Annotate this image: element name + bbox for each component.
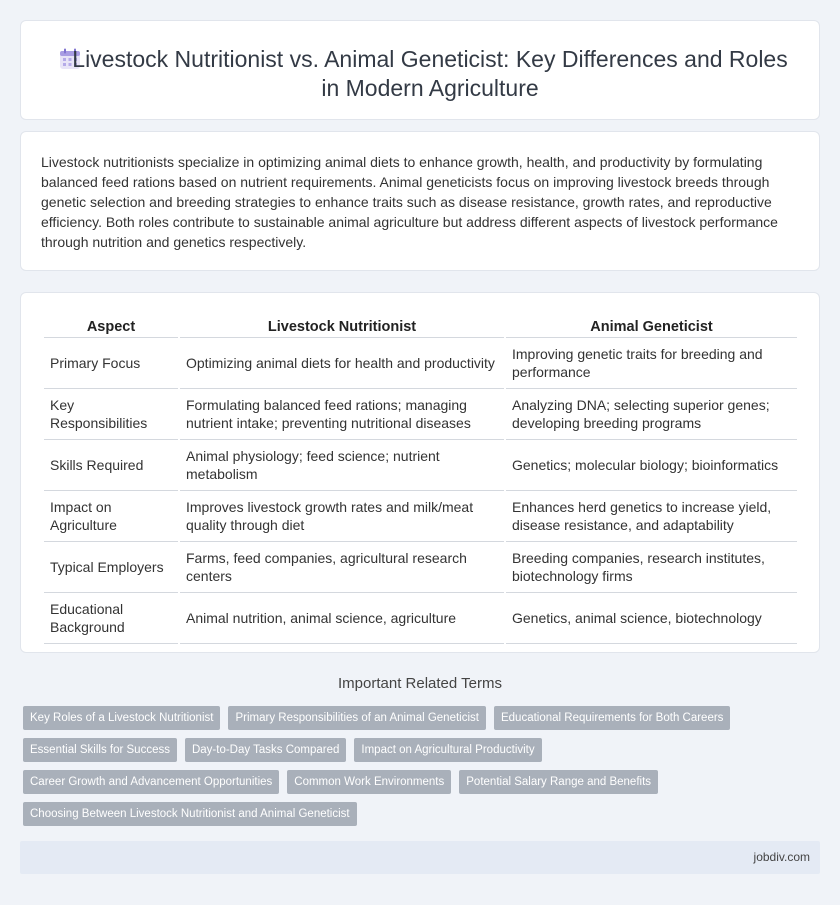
row-geneticist: Genetics; molecular biology; bioinformatics: [506, 440, 797, 491]
row-geneticist: Enhances herd genetics to increase yield, disease resistance, and adaptability: [506, 491, 797, 542]
page-title: Livestock Nutritionist vs. Animal Geneticist: Key Differences and Roles in Modern Agriculture: [72, 46, 788, 101]
comparison-table-card: [20, 292, 820, 653]
intro-paragraph: Livestock nutritionists specialize in optimizing animal diets to enhance growth, health, and productivity by formulating balanced feed rations based on nutrient requirements. Animal geneticists focus on improving livestock breeds through genetic selection and breeding strategies to enhance traits such as disease resistance, growth rates, and reproductive efficiency. Both roles contribute to sustainable animal agriculture but address different aspects of livestock performance through nutrition and genetics respectively.: [41, 154, 778, 250]
related-term-tag[interactable]: Career Growth and Advancement Opportunities: [23, 770, 279, 794]
related-term-tag[interactable]: Educational Requirements for Both Careers: [494, 706, 730, 730]
row-aspect: Key Responsibilities: [44, 389, 178, 440]
related-term-tag[interactable]: Key Roles of a Livestock Nutritionist: [23, 706, 220, 730]
row-geneticist: Improving genetic traits for breeding and performance: [506, 338, 797, 389]
row-nutritionist: Farms, feed companies, agricultural research centers: [180, 542, 504, 593]
row-aspect: Skills Required: [44, 440, 178, 491]
header-aspect: Aspect: [44, 316, 178, 338]
title-card: [20, 20, 820, 120]
related-term-tag[interactable]: Choosing Between Livestock Nutritionist and Animal Geneticist: [23, 802, 357, 826]
comparison-table: [42, 316, 799, 644]
footer: [20, 841, 820, 874]
related-term-tag[interactable]: Essential Skills for Success: [23, 738, 177, 762]
table-row: [44, 593, 797, 644]
related-term-tag[interactable]: Primary Responsibilities of an Animal Geneticist: [228, 706, 486, 730]
row-aspect: Primary Focus: [44, 338, 178, 389]
related-term-tag[interactable]: Common Work Environments: [287, 770, 451, 794]
row-aspect: Educational Background: [44, 593, 178, 644]
table-row: [44, 389, 797, 440]
footer-site-link[interactable]: jobdiv.com: [753, 850, 810, 864]
table-row: [44, 440, 797, 491]
row-geneticist: Analyzing DNA; selecting superior genes; developing breeding programs: [506, 389, 797, 440]
row-nutritionist: Formulating balanced feed rations; managing nutrient intake; preventing nutritional diseases: [180, 389, 504, 440]
row-aspect: Typical Employers: [44, 542, 178, 593]
related-terms-title: Important Related Terms: [338, 675, 502, 692]
row-nutritionist: Animal physiology; feed science; nutrient metabolism: [180, 440, 504, 491]
row-nutritionist: Improves livestock growth rates and milk/meat quality through diet: [180, 491, 504, 542]
header-livestock-nutritionist: Livestock Nutritionist: [180, 316, 504, 338]
related-term-tag[interactable]: Day-to-Day Tasks Compared: [185, 738, 346, 762]
related-terms-list: [23, 706, 803, 826]
row-aspect: Impact on Agriculture: [44, 491, 178, 542]
row-nutritionist: Optimizing animal diets for health and productivity: [180, 338, 504, 389]
table-row: [44, 491, 797, 542]
row-geneticist: Breeding companies, research institutes, biotechnology firms: [506, 542, 797, 593]
intro-card: [20, 131, 820, 271]
row-nutritionist: Animal nutrition, animal science, agriculture: [180, 593, 504, 644]
row-geneticist: Genetics, animal science, biotechnology: [506, 593, 797, 644]
table-row: [44, 542, 797, 593]
header-animal-geneticist: Animal Geneticist: [506, 316, 797, 338]
related-term-tag[interactable]: Impact on Agricultural Productivity: [354, 738, 541, 762]
related-term-tag[interactable]: Potential Salary Range and Benefits: [459, 770, 658, 794]
table-row: [44, 338, 797, 389]
table-header-row: [44, 316, 797, 338]
